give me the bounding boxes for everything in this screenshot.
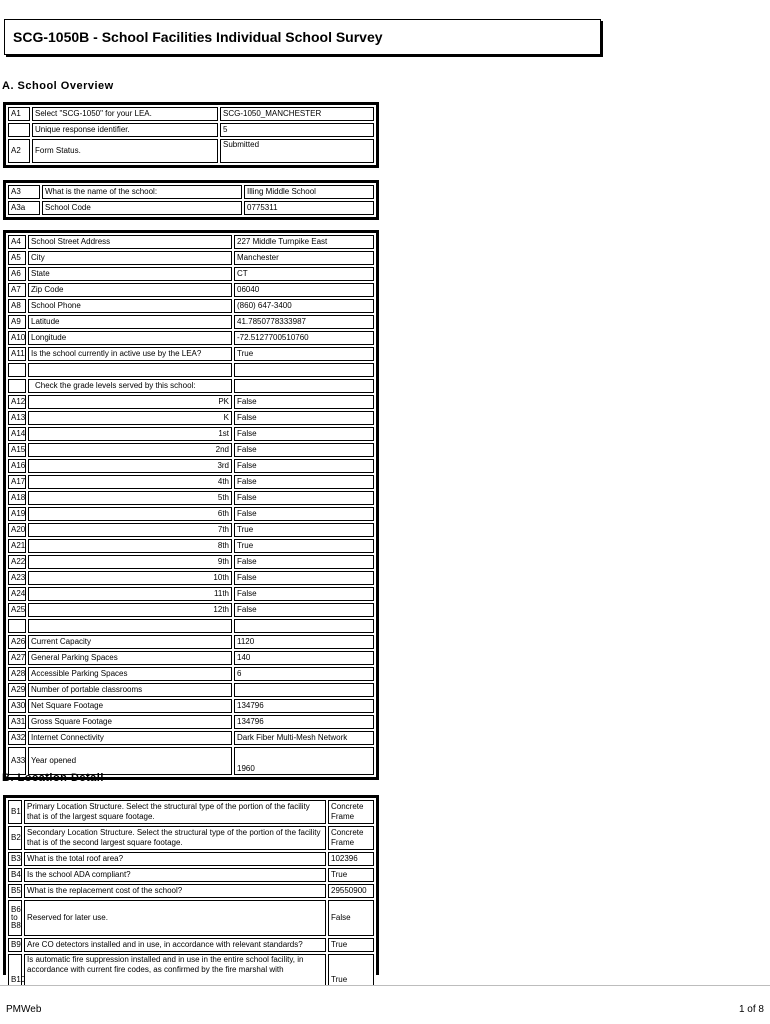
- question-code: A26: [8, 635, 26, 649]
- table-row: [8, 539, 374, 553]
- answer-value: True: [328, 954, 374, 986]
- question-code: A19: [8, 507, 26, 521]
- answer-value: 0775311: [244, 201, 374, 215]
- table-school-identity: [3, 180, 379, 220]
- question-code: B6 to B8: [8, 900, 22, 936]
- table-row: [8, 395, 374, 409]
- table-row: [8, 123, 374, 137]
- footer-source: PMWeb: [6, 1004, 42, 1015]
- grade-label: 2nd: [28, 443, 232, 457]
- grade-label: 10th: [28, 571, 232, 585]
- table-row: [8, 299, 374, 313]
- table-row: [8, 107, 374, 121]
- question-code: A22: [8, 555, 26, 569]
- grade-label: 5th: [28, 491, 232, 505]
- question-code: A18: [8, 491, 26, 505]
- question-code: [8, 123, 30, 137]
- table-row: [8, 555, 374, 569]
- question-text: School Code: [42, 201, 242, 215]
- question-code: A1: [8, 107, 30, 121]
- answer-value: 134796: [234, 699, 374, 713]
- answer-value: Concrete Frame: [328, 800, 374, 824]
- table-row: [8, 331, 374, 345]
- question-code: B2: [8, 826, 22, 850]
- table-row: [8, 235, 374, 249]
- answer-value: False: [328, 900, 374, 936]
- table-row: [8, 491, 374, 505]
- table-row: [8, 267, 374, 281]
- table-row: [8, 443, 374, 457]
- table-school-details: [3, 230, 379, 780]
- answer-value: Manchester: [234, 251, 374, 265]
- question-code: A14: [8, 427, 26, 441]
- grade-label: 8th: [28, 539, 232, 553]
- grade-label: 6th: [28, 507, 232, 521]
- question-text: Latitude: [28, 315, 232, 329]
- table-row: [8, 651, 374, 665]
- question-text: Number of portable classrooms: [28, 683, 232, 697]
- answer-value: CT: [234, 267, 374, 281]
- question-code: B4: [8, 868, 22, 882]
- question-text: Longitude: [28, 331, 232, 345]
- table-location-detail: [3, 795, 379, 984]
- table-row: [8, 507, 374, 521]
- table-row: [8, 900, 374, 936]
- question-code: B5: [8, 884, 22, 898]
- answer-value: 227 Middle Turnpike East: [234, 235, 374, 249]
- table-row: [8, 283, 374, 297]
- answer-value: SCG-1050_MANCHESTER: [220, 107, 374, 121]
- question-text: What is the total roof area?: [24, 852, 326, 866]
- question-text: What is the name of the school:: [42, 185, 242, 199]
- table-row-empty: [8, 619, 374, 633]
- answer-value: 06040: [234, 283, 374, 297]
- table-row: [8, 251, 374, 265]
- answer-value: False: [234, 411, 374, 425]
- table-form-info: [3, 102, 379, 168]
- question-code: A3: [8, 185, 40, 199]
- question-text: Is the school ADA compliant?: [24, 868, 326, 882]
- answer-value: 29550900: [328, 884, 374, 898]
- grade-label: K: [28, 411, 232, 425]
- question-code: A2: [8, 139, 30, 163]
- question-text: Current Capacity: [28, 635, 232, 649]
- section-b-heading: B. Location Detail: [2, 772, 104, 784]
- answer-value: 5: [220, 123, 374, 137]
- table-row: [8, 868, 374, 882]
- answer-value: True: [234, 539, 374, 553]
- answer-value: Concrete Frame: [328, 826, 374, 850]
- answer-value: Illing Middle School: [244, 185, 374, 199]
- question-text: Accessible Parking Spaces: [28, 667, 232, 681]
- question-code: A3a: [8, 201, 40, 215]
- table-row: [8, 603, 374, 617]
- answer-value: False: [234, 443, 374, 457]
- form-title-box: [4, 19, 601, 55]
- grade-label: PK: [28, 395, 232, 409]
- answer-value: 41.7850778333987: [234, 315, 374, 329]
- question-code: A25: [8, 603, 26, 617]
- question-code: B3: [8, 852, 22, 866]
- question-code: A13: [8, 411, 26, 425]
- table-row: [8, 379, 374, 393]
- question-text: Form Status.: [32, 139, 218, 163]
- table-row: [8, 954, 374, 986]
- table-row: [8, 699, 374, 713]
- answer-value: 102396: [328, 852, 374, 866]
- answer-value: False: [234, 587, 374, 601]
- question-code: A20: [8, 523, 26, 537]
- table-row: [8, 201, 374, 215]
- answer-value: Submitted: [220, 139, 374, 163]
- question-code: A27: [8, 651, 26, 665]
- question-code: A32: [8, 731, 26, 745]
- answer-value: 6: [234, 667, 374, 681]
- answer-value: 134796: [234, 715, 374, 729]
- answer-value: False: [234, 571, 374, 585]
- table-row: [8, 715, 374, 729]
- table-row: [8, 800, 374, 824]
- question-code: A5: [8, 251, 26, 265]
- question-code: A12: [8, 395, 26, 409]
- question-text: Gross Square Footage: [28, 715, 232, 729]
- answer-value: -72.5127700510760: [234, 331, 374, 345]
- question-text: Unique response identifier.: [32, 123, 218, 137]
- question-text: State: [28, 267, 232, 281]
- answer-value: True: [328, 868, 374, 882]
- section-a-heading: A. School Overview: [2, 80, 114, 92]
- question-code: A10: [8, 331, 26, 345]
- grade-label: 9th: [28, 555, 232, 569]
- answer-value: 1960: [234, 747, 374, 775]
- table-row: [8, 667, 374, 681]
- question-text: Zip Code: [28, 283, 232, 297]
- grade-label: 11th: [28, 587, 232, 601]
- answer-value: False: [234, 459, 374, 473]
- question-text: Internet Connectivity: [28, 731, 232, 745]
- answer-value: False: [234, 475, 374, 489]
- table-row: [8, 587, 374, 601]
- question-text: Are CO detectors installed and in use, in accordance with relevant standards?: [24, 938, 326, 952]
- question-code: A16: [8, 459, 26, 473]
- grade-label: 12th: [28, 603, 232, 617]
- table-row: [8, 938, 374, 952]
- question-text: School Phone: [28, 299, 232, 313]
- question-text: Is automatic fire suppression installed and in use in the entire school facility, in accordance with current fire codes, as confirmed by the fire marshal with: [24, 954, 326, 986]
- question-code: B10: [8, 954, 22, 986]
- question-text: What is the replacement cost of the school?: [24, 884, 326, 898]
- answer-value: False: [234, 491, 374, 505]
- form-title: SCG-1050B - School Facilities Individual School Survey: [13, 29, 383, 45]
- question-code: A33: [8, 747, 26, 775]
- grade-levels-header: Check the grade levels served by this school:: [28, 379, 232, 393]
- question-code: A7: [8, 283, 26, 297]
- table-row: [8, 347, 374, 361]
- grade-label: 3rd: [28, 459, 232, 473]
- question-code: A11: [8, 347, 26, 361]
- question-code: A28: [8, 667, 26, 681]
- footer-divider: [0, 985, 770, 986]
- question-code: A23: [8, 571, 26, 585]
- table-row: [8, 523, 374, 537]
- question-text: General Parking Spaces: [28, 651, 232, 665]
- grade-label: 1st: [28, 427, 232, 441]
- question-text: Net Square Footage: [28, 699, 232, 713]
- question-text: Is the school currently in active use by the LEA?: [28, 347, 232, 361]
- answer-value: True: [234, 523, 374, 537]
- table-row: [8, 826, 374, 850]
- question-text: Reserved for later use.: [24, 900, 326, 936]
- question-code: A31: [8, 715, 26, 729]
- table-row: [8, 884, 374, 898]
- answer-value: False: [234, 555, 374, 569]
- question-code: A21: [8, 539, 26, 553]
- answer-value: 140: [234, 651, 374, 665]
- table-row: [8, 315, 374, 329]
- table-row: [8, 185, 374, 199]
- table-row: [8, 411, 374, 425]
- answer-value: True: [234, 347, 374, 361]
- question-code: A24: [8, 587, 26, 601]
- question-code: A29: [8, 683, 26, 697]
- question-code: A15: [8, 443, 26, 457]
- table-row: [8, 459, 374, 473]
- table-row: [8, 747, 374, 775]
- question-text: School Street Address: [28, 235, 232, 249]
- question-code: A9: [8, 315, 26, 329]
- answer-value: False: [234, 603, 374, 617]
- answer-value: [234, 683, 374, 697]
- question-text: Secondary Location Structure. Select the structural type of the portion of the facility that is of the second largest square footage.: [24, 826, 326, 850]
- table-row: [8, 683, 374, 697]
- question-code: A17: [8, 475, 26, 489]
- answer-value: Dark Fiber Multi-Mesh Network: [234, 731, 374, 745]
- question-code: B9: [8, 938, 22, 952]
- question-code: A4: [8, 235, 26, 249]
- question-text: Year opened: [28, 747, 232, 775]
- question-code: A8: [8, 299, 26, 313]
- answer-value: (860) 647-3400: [234, 299, 374, 313]
- grade-label: 4th: [28, 475, 232, 489]
- question-code: B1: [8, 800, 22, 824]
- table-row: [8, 475, 374, 489]
- table-row-empty: [8, 363, 374, 377]
- table-row: [8, 571, 374, 585]
- page-number: 1 of 8: [738, 1004, 764, 1015]
- table-row: [8, 852, 374, 866]
- question-code: A6: [8, 267, 26, 281]
- question-text: Primary Location Structure. Select the structural type of the portion of the facility that is of the largest square footage.: [24, 800, 326, 824]
- table-row: [8, 139, 374, 163]
- table-row: [8, 635, 374, 649]
- question-text: Select "SCG-1050" for your LEA.: [32, 107, 218, 121]
- answer-value: False: [234, 427, 374, 441]
- table-row: [8, 731, 374, 745]
- answer-value: 1120: [234, 635, 374, 649]
- grade-label: 7th: [28, 523, 232, 537]
- answer-value: False: [234, 507, 374, 521]
- table-row: [8, 427, 374, 441]
- question-code: A30: [8, 699, 26, 713]
- question-text: City: [28, 251, 232, 265]
- answer-value: True: [328, 938, 374, 952]
- answer-value: False: [234, 395, 374, 409]
